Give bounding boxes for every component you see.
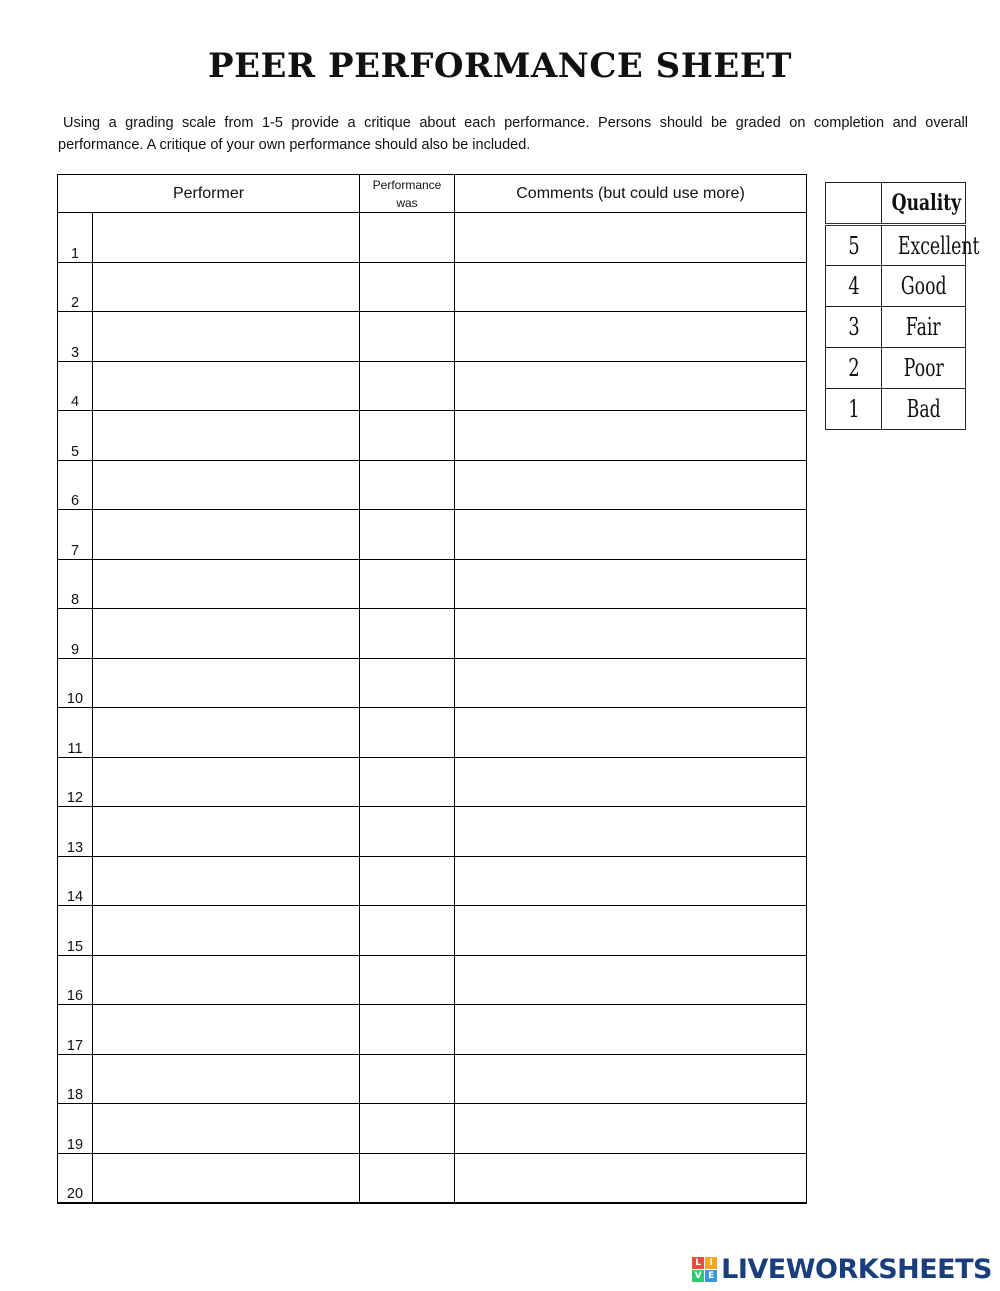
row-number: 17 [58, 1005, 93, 1055]
table-row [58, 262, 807, 312]
table-row [58, 807, 807, 857]
comments-cell[interactable] [455, 955, 807, 1005]
performer-name-cell[interactable] [93, 807, 360, 857]
performer-name-cell[interactable] [93, 262, 360, 312]
table-row [58, 708, 807, 758]
performer-name-cell[interactable] [93, 1104, 360, 1154]
row-number: 19 [58, 1104, 93, 1154]
performance-grade-cell[interactable] [360, 609, 455, 659]
table-row [58, 312, 807, 362]
row-number: 11 [58, 708, 93, 758]
row-number: 14 [58, 856, 93, 906]
table-row [58, 609, 807, 659]
comments-cell[interactable] [455, 510, 807, 560]
row-number: 1 [58, 213, 93, 263]
quality-scale-table [825, 182, 980, 430]
performance-grade-cell[interactable] [360, 510, 455, 560]
table-row [58, 1005, 807, 1055]
performer-name-cell[interactable] [93, 1005, 360, 1055]
comments-cell[interactable] [455, 262, 807, 312]
table-row [58, 658, 807, 708]
performer-name-cell[interactable] [93, 906, 360, 956]
performer-name-cell[interactable] [93, 460, 360, 510]
scale-label: Poor [903, 354, 944, 382]
scale-label-cell [882, 266, 966, 307]
performance-grade-cell[interactable] [360, 460, 455, 510]
performance-table [57, 174, 807, 1204]
scale-row [826, 348, 966, 389]
scale-header-row [826, 183, 966, 225]
performer-name-cell[interactable] [93, 312, 360, 362]
scale-label: Excellent [897, 231, 980, 260]
comments-cell[interactable] [455, 213, 807, 263]
performer-name-cell[interactable] [93, 955, 360, 1005]
comments-cell[interactable] [455, 609, 807, 659]
performance-grade-cell[interactable] [360, 559, 455, 609]
scale-value: 3 [833, 307, 875, 348]
scale-value: 5 [833, 225, 875, 266]
comments-cell[interactable] [455, 312, 807, 362]
row-number: 4 [58, 361, 93, 411]
comments-cell[interactable] [455, 411, 807, 461]
scale-row [826, 389, 966, 430]
comments-cell[interactable] [455, 906, 807, 956]
table-row [58, 510, 807, 560]
scale-label-cell [882, 307, 966, 348]
performance-grade-cell[interactable] [360, 213, 455, 263]
row-number: 8 [58, 559, 93, 609]
instructions-text: Using a grading scale from 1-5 provide a critique about each performance. Persons should be graded on completion and overall performance. A critique of your own performance should also be included. [58, 115, 968, 153]
performer-name-cell[interactable] [93, 856, 360, 906]
scale-label-cell [882, 348, 966, 389]
table-row [58, 1054, 807, 1104]
scale-header-quality: Quality [891, 183, 957, 225]
header-performance-was-line1: Performance [372, 177, 442, 192]
table-header-row [58, 175, 807, 213]
header-performer: Performer [58, 175, 360, 213]
performance-grade-cell[interactable] [360, 708, 455, 758]
row-number: 5 [58, 411, 93, 461]
brand-logo-letter: V [692, 1270, 704, 1282]
performance-grade-cell[interactable] [360, 361, 455, 411]
comments-cell[interactable] [455, 361, 807, 411]
scale-row [826, 266, 966, 307]
comments-cell[interactable] [455, 757, 807, 807]
row-number: 15 [58, 906, 93, 956]
table-row [58, 856, 807, 906]
scale-label-cell [882, 225, 980, 266]
table-row [58, 361, 807, 411]
table-row [58, 213, 807, 263]
performer-name-cell[interactable] [93, 1153, 360, 1203]
table-row [58, 559, 807, 609]
comments-cell[interactable] [455, 807, 807, 857]
row-number: 16 [58, 955, 93, 1005]
scale-value: 2 [833, 348, 875, 389]
brand-logo-letter: I [705, 1257, 717, 1269]
performance-grade-cell[interactable] [360, 658, 455, 708]
performer-name-cell[interactable] [93, 361, 360, 411]
row-number: 6 [58, 460, 93, 510]
brand-logo-letter: L [692, 1257, 704, 1269]
scale-label: Bad [906, 395, 941, 423]
scale-row [826, 225, 966, 266]
performance-grade-cell[interactable] [360, 1104, 455, 1154]
brand-logo-icon [692, 1257, 717, 1282]
row-number: 18 [58, 1054, 93, 1104]
performance-grade-cell[interactable] [360, 312, 455, 362]
performance-grade-cell[interactable] [360, 1153, 455, 1203]
performance-grade-cell[interactable] [360, 906, 455, 956]
performance-grade-cell[interactable] [360, 856, 455, 906]
scale-header-blank [826, 183, 882, 225]
scale-label: Good [900, 272, 947, 300]
performer-name-cell[interactable] [93, 1054, 360, 1104]
row-number: 12 [58, 757, 93, 807]
scale-label: Fair [906, 313, 941, 341]
performance-grade-cell[interactable] [360, 1005, 455, 1055]
performer-name-cell[interactable] [93, 510, 360, 560]
performer-name-cell[interactable] [93, 559, 360, 609]
table-row [58, 1153, 807, 1203]
row-number: 2 [58, 262, 93, 312]
comments-cell[interactable] [455, 1153, 807, 1203]
comments-cell[interactable] [455, 708, 807, 758]
performer-name-cell[interactable] [93, 658, 360, 708]
performance-grade-cell[interactable] [360, 411, 455, 461]
comments-cell[interactable] [455, 1005, 807, 1055]
scale-label-cell [882, 389, 966, 430]
comments-cell[interactable] [455, 856, 807, 906]
row-number: 3 [58, 312, 93, 362]
performance-grade-cell[interactable] [360, 1054, 455, 1104]
header-comments: Comments (but could use more) [455, 175, 807, 213]
comments-cell[interactable] [455, 1104, 807, 1154]
performance-grade-cell[interactable] [360, 262, 455, 312]
header-performance-was-line2: was [396, 195, 418, 210]
performance-grade-cell[interactable] [360, 807, 455, 857]
scale-row [826, 307, 966, 348]
comments-cell[interactable] [455, 460, 807, 510]
table-row [58, 460, 807, 510]
row-number: 10 [58, 658, 93, 708]
row-number: 7 [58, 510, 93, 560]
performance-grade-cell[interactable] [360, 955, 455, 1005]
performer-name-cell[interactable] [93, 411, 360, 461]
performer-name-cell[interactable] [93, 609, 360, 659]
table-row [58, 906, 807, 956]
liveworksheets-brand [692, 1254, 992, 1285]
header-performance-was [360, 175, 455, 213]
table-row [58, 1104, 807, 1154]
table-row [58, 411, 807, 461]
scale-value: 4 [833, 266, 875, 307]
scale-value: 1 [833, 389, 875, 430]
table-row [58, 955, 807, 1005]
row-number: 13 [58, 807, 93, 857]
row-number: 20 [58, 1153, 93, 1203]
row-number: 9 [58, 609, 93, 659]
page-title: PEER PERFORMANCE SHEET [208, 46, 792, 86]
brand-name: LIVEWORKSHEETS [721, 1254, 992, 1285]
brand-logo-letter: E [705, 1270, 717, 1282]
comments-cell[interactable] [455, 559, 807, 609]
comments-cell[interactable] [455, 1054, 807, 1104]
performer-name-cell[interactable] [93, 708, 360, 758]
comments-cell[interactable] [455, 658, 807, 708]
performance-grade-cell[interactable] [360, 757, 455, 807]
performer-name-cell[interactable] [93, 213, 360, 263]
performer-name-cell[interactable] [93, 757, 360, 807]
table-row [58, 757, 807, 807]
